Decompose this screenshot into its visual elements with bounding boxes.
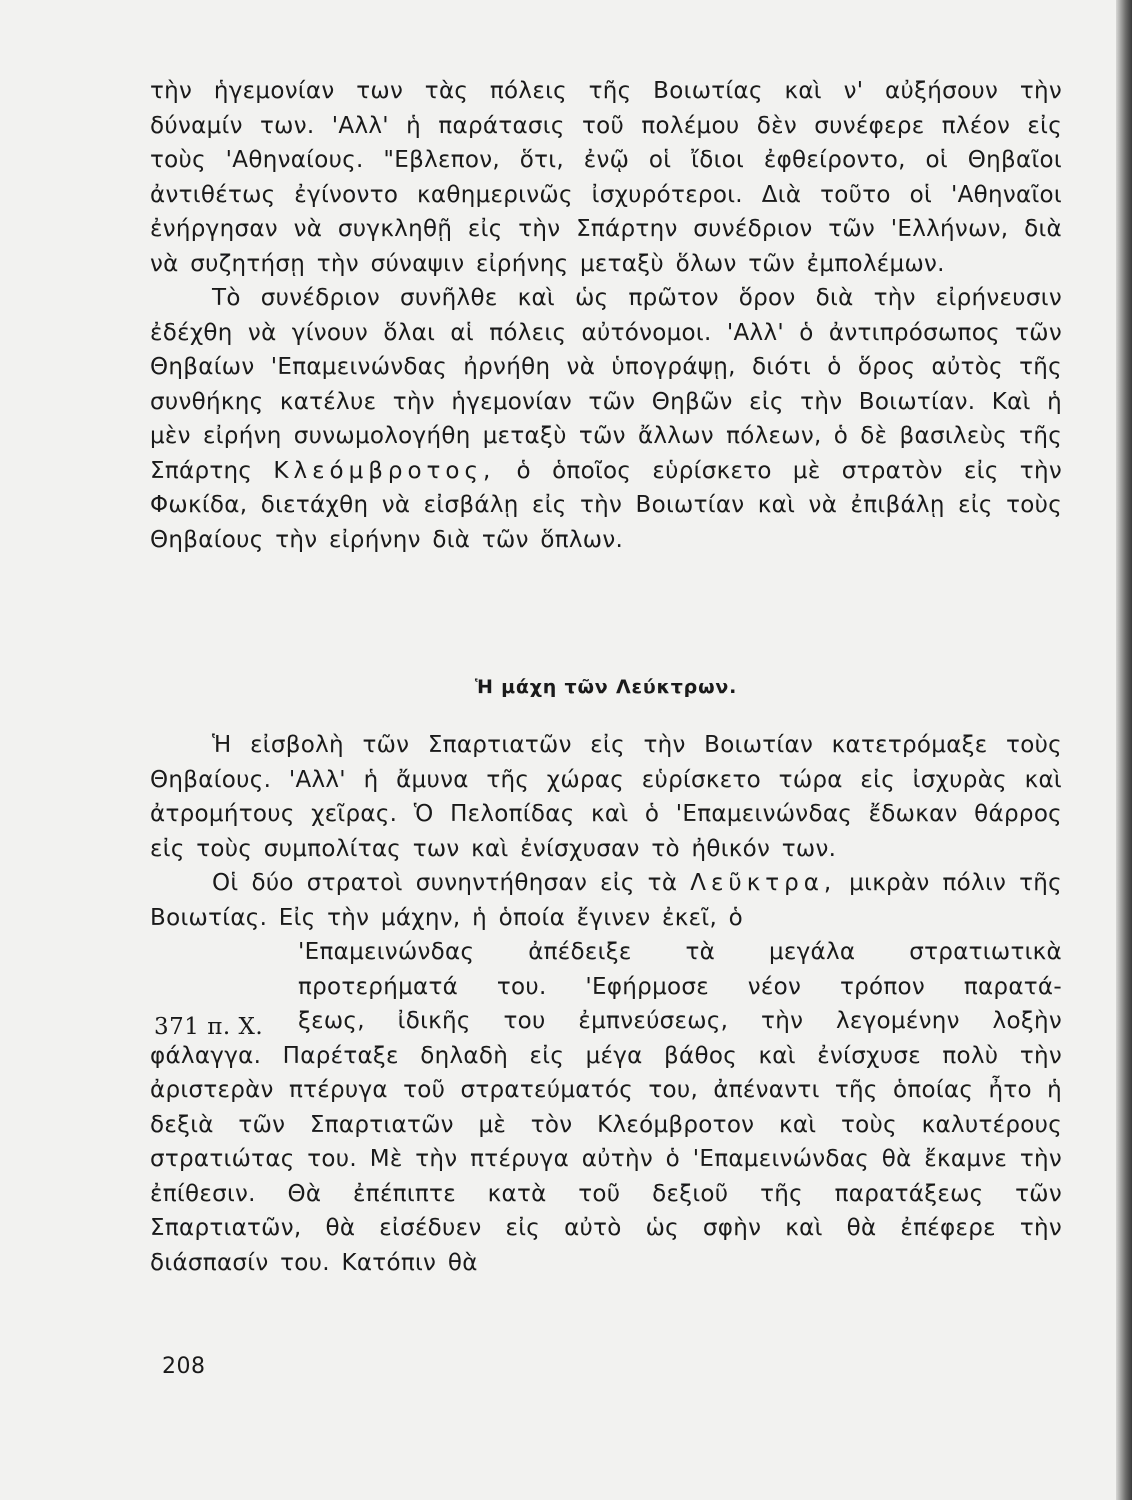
section-heading: Ἡ μάχη τῶν Λεύκτρων. — [474, 676, 738, 698]
paragraph-3: Ἡ εἰσβολὴ τῶν Σπαρτιατῶν εἰς τὴν Βοιωτίαν κατετρόμαξε τοὺς Θηβαίους. 'Αλλ' ἡ ἄμυνα τῆς χώρας εὑρίσκετο τώρα εἰς ἰσχυρὰς καὶ ἀτρομήτους χεῖρας. Ὁ Πελοπίδας καὶ ὁ 'Επαμεινώνδας ἔδωκαν θάρρος εἰς τοὺς συμπολίτας των καὶ ἐνίσχυσαν τὸ ἠθικόν των. — [150, 732, 1062, 862]
paragraph-4-start: Οἱ δύο στρατοὶ συνηντήθησαν εἰς τὰ — [212, 870, 678, 896]
paragraph-2-start: Τὸ συνέδριον συνῆλθε καὶ ὡς πρῶτον ὅρον διὰ τὴν εἰρήνευσιν ἐδέχθη νὰ γίνουν ὅλαι αἱ πόλεις αὐτόνομοι. 'Αλλ' ὁ ἀντιπρόσωπος τῶν Θηβαίων 'Επαμεινώνδας ἠρνήθη νὰ ὑπογράψῃ, διότι ὁ ὅρος αὐτὸς τῆς συνθήκης κατέλυε τὴν ἡγεμονίαν τῶν Θηβῶν εἰς τὴν Βοιωτίαν. Καὶ ἡ μὲν εἰρήνη συνωμολογήθη μεταξὺ τῶν ἄλλων πόλεων, ὁ δὲ βασιλεὺς τῆς Σπάρτης — [150, 285, 1062, 484]
paragraph-2-end: ὁ ὁποῖος εὑρίσκετο μὲ στρατὸν εἰς τὴν Φωκίδα, διετάχθη νὰ εἰσβάλῃ εἰς τὴν Βοιωτίαν καὶ νὰ ἐπιβάλῃ εἰς τοὺς Θηβαίους τὴν εἰρήνην διὰ τῶν ὅπλων. — [150, 457, 1062, 553]
paragraph-4-side-line-3: ξεως, ἰδικῆς του ἐμπνεύσεως, τὴν λεγομένην λοξὴν — [298, 1008, 1062, 1034]
paragraph-4-side-line-2: προτερήματά του. 'Εφήρμοσε νέον τρόπον παρατά- — [298, 973, 1062, 1000]
text-block-top — [150, 74, 1062, 557]
paragraph-4-line1-end: μικρὰν πόλιν τῆς Βοιωτίας. Εἰς τὴν μάχην, ἡ ὁποία ἔγινεν ἐκεῖ, ὁ — [150, 870, 1062, 931]
margin-date-note: 371 π. Χ. — [154, 1014, 264, 1040]
place-leuktra: Λεῦκτρα, — [690, 870, 837, 896]
paragraph-1: τὴν ἡγεμονίαν των τὰς πόλεις τῆς Βοιωτίας καὶ ν' αὐξήσουν τὴν δύναμίν των. 'Αλλ' ἡ παράτασις τοῦ πολέμου δὲν συνέφερε πλέον εἰς τοὺς 'Αθηναίους. "Εβλεπον, ὅτι, ἐνῷ οἱ ἴδιοι ἐφθείροντο, οἱ Θηβαῖοι ἀντιθέτως ἐγίνοντο καθημερινῶς ἰσχυρότεροι. Διὰ τοῦτο οἱ 'Αθηναῖοι ἐνήργησαν νὰ συγκληθῇ εἰς τὴν Σπάρτην συνέδριον τῶν 'Ελλήνων, διὰ νὰ συζητήσῃ τὴν σύναψιν εἰρήνης μεταξὺ ὅλων τῶν ἐμπολέμων. — [150, 78, 1062, 277]
paragraph-2 — [150, 281, 1062, 557]
page-edge-shadow — [1116, 0, 1132, 1500]
paragraph-4-side-line-1: 'Επαμεινώνδας ἀπέδειξε τὰ μεγάλα στρατιωτικὰ — [298, 939, 1062, 965]
text-block-bottom — [150, 728, 1062, 1280]
paragraph-4 — [150, 866, 1062, 935]
name-kleombrotos: Κλεόμβροτος, — [273, 457, 496, 484]
page-number: 208 — [162, 1354, 206, 1379]
paragraph-4-end: φάλαγγα. Παρέταξε δηλαδὴ εἰς μέγα βάθος καὶ ἐνίσχυσε πολὺ τὴν ἀριστερὰν πτέρυγα τοῦ στρατεύματός του, ἀπέναντι τῆς ὁποίας ἦτο ἡ δεξιὰ τῶν Σπαρτιατῶν μὲ τὸν Κλεόμβροτον καὶ τοὺς καλυτέρους στρατιώτας του. Μὲ τὴν πτέρυγα αὐτὴν ὁ 'Επαμεινώνδας θὰ ἔκαμνε τὴν ἐπίθεσιν. Θὰ ἐπέπιπτε κατὰ τοῦ δεξιοῦ τῆς παρατάξεως τῶν Σπαρτιατῶν, θὰ εἰσέδυεν εἰς αὐτὸ ὡς σφὴν καὶ θὰ ἐπέφερε τὴν διάσπασίν του. Κατόπιν θὰ — [150, 1042, 1062, 1276]
